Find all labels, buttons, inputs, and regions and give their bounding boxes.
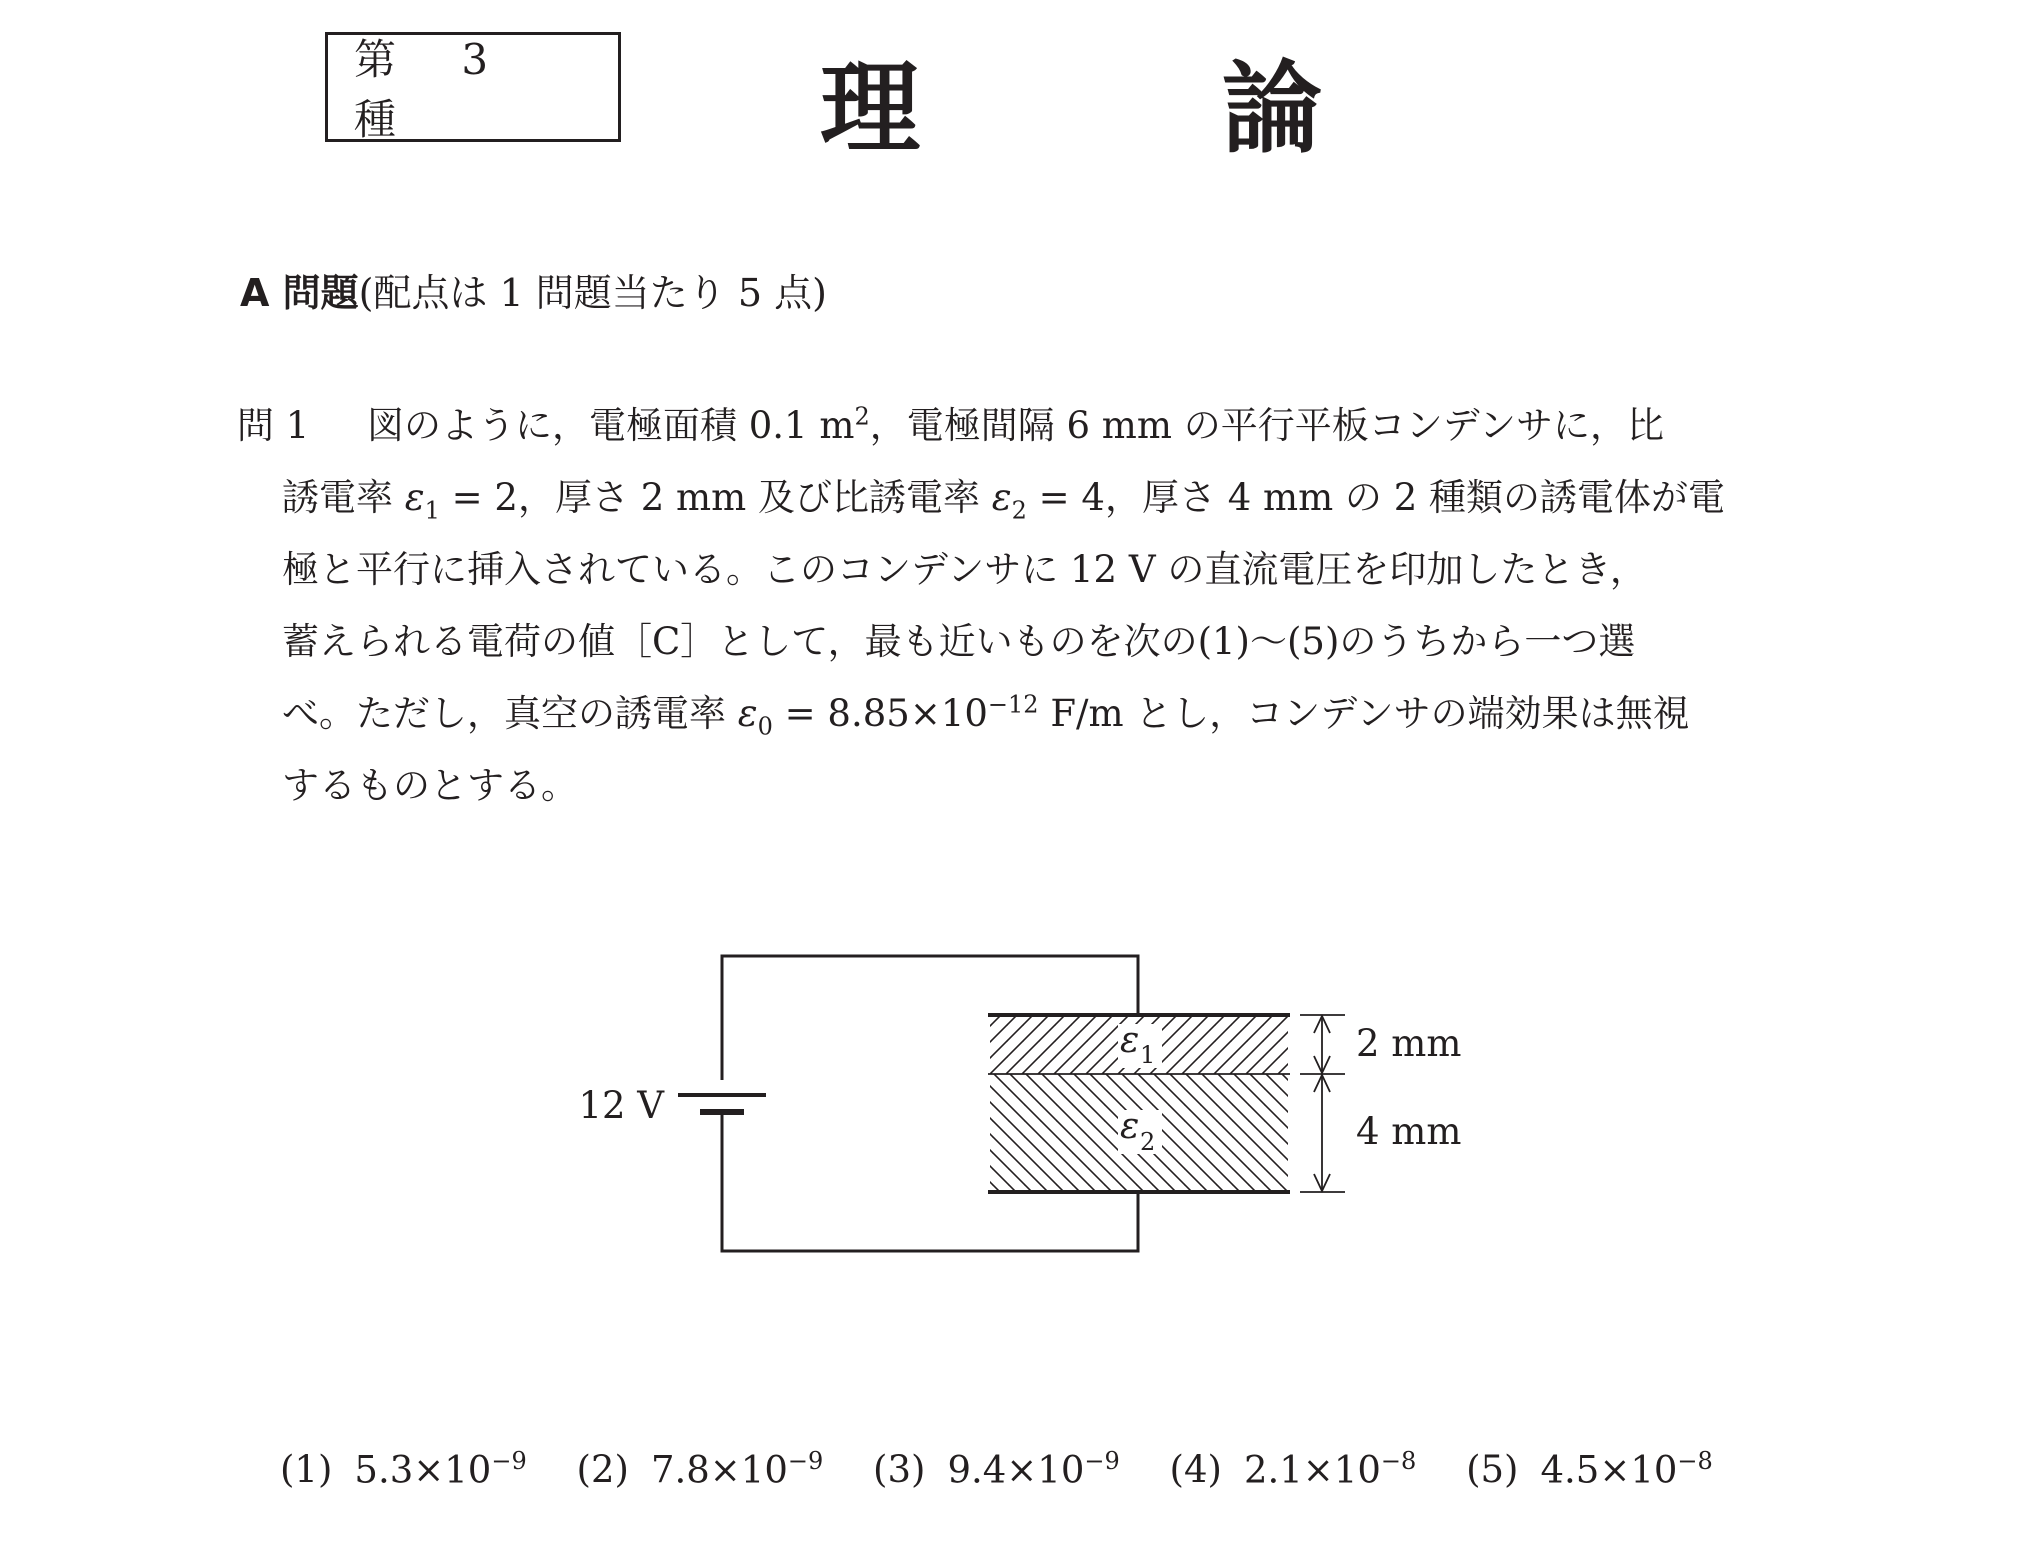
section-note: (配点は 1 問題当たり 5 点) bbox=[358, 271, 827, 315]
subject-char-2: 論 bbox=[1222, 50, 1322, 167]
q1-line1-b: ，電極間隔 6 mm の平行平板コンデンサに，比 bbox=[869, 404, 1664, 447]
q1-line5-b: = 8.85×10 bbox=[772, 692, 988, 735]
eps0-symbol: ε bbox=[737, 692, 758, 735]
choice-1-exp: −9 bbox=[491, 1447, 527, 1475]
choice-3 bbox=[873, 1447, 1120, 1491]
question-line-3: 極と平行に挿入されている。このコンデンサに 12 V の直流電圧を印加したとき， bbox=[282, 548, 1647, 591]
fig-eps2-symbol: ε bbox=[1120, 1106, 1140, 1147]
choice-1-mantissa: 5.3×10 bbox=[354, 1448, 492, 1492]
choice-5-exp: −8 bbox=[1677, 1447, 1713, 1475]
choice-1 bbox=[280, 1447, 527, 1491]
choice-3-exp: −9 bbox=[1084, 1447, 1120, 1475]
choice-4-mantissa: 2.1×10 bbox=[1243, 1448, 1381, 1492]
choice-5-mantissa: 4.5×10 bbox=[1540, 1448, 1678, 1492]
choice-5 bbox=[1466, 1447, 1713, 1491]
dim-label-top: 2 mm bbox=[1356, 1022, 1462, 1065]
q1-line1-a: 図のように，電極面積 0.1 m bbox=[367, 404, 855, 447]
question-line-6: するものとする。 bbox=[282, 764, 578, 807]
dim-label-bottom: 4 mm bbox=[1356, 1110, 1462, 1153]
section-label: A 問題 bbox=[240, 271, 359, 315]
fig-eps1-sub: 1 bbox=[1140, 1041, 1156, 1069]
choice-5-number: (5) bbox=[1466, 1448, 1519, 1492]
choice-2-mantissa: 7.8×10 bbox=[650, 1448, 788, 1492]
q1-line2-a: 誘電率 bbox=[282, 476, 405, 519]
choice-4 bbox=[1170, 1447, 1417, 1491]
fig-eps1-symbol: ε bbox=[1120, 1020, 1140, 1061]
choice-3-number: (3) bbox=[873, 1448, 926, 1492]
choice-4-exp: −8 bbox=[1380, 1447, 1417, 1475]
eps1-sub: 1 bbox=[424, 496, 440, 525]
eps0-sub: 0 bbox=[757, 712, 773, 741]
choice-1-number: (1) bbox=[280, 1448, 333, 1492]
answer-choices bbox=[280, 1447, 1751, 1491]
eps1-symbol: ε bbox=[404, 476, 425, 519]
q1-line5-c: F/m とし，コンデンサの端効果は無視 bbox=[1038, 692, 1690, 735]
fig-eps2-sub: 2 bbox=[1140, 1128, 1156, 1156]
q1-line2-c: = 4，厚さ 4 mm の 2 種類の誘電体が電 bbox=[1026, 476, 1725, 519]
q1-line5-a: べ。ただし，真空の誘電率 bbox=[282, 692, 738, 735]
choice-2-exp: −9 bbox=[787, 1447, 824, 1475]
q1-line5-sup: −12 bbox=[987, 690, 1039, 719]
question-number: 問 1 bbox=[237, 404, 310, 447]
subject-char-1: 理 bbox=[820, 50, 920, 167]
choice-3-mantissa: 9.4×10 bbox=[947, 1448, 1085, 1492]
eps2-symbol: ε bbox=[991, 476, 1012, 519]
voltage-label: 12 V bbox=[578, 1084, 664, 1127]
choice-4-number: (4) bbox=[1169, 1448, 1222, 1492]
q1-line2-b: = 2，厚さ 2 mm 及び比誘電率 bbox=[439, 476, 992, 519]
choice-2 bbox=[577, 1447, 824, 1491]
grade-label: 第 3 種 bbox=[354, 35, 515, 144]
choice-2-number: (2) bbox=[576, 1448, 629, 1492]
q1-line1-sup: 2 bbox=[854, 402, 870, 431]
eps2-sub: 2 bbox=[1011, 496, 1027, 525]
question-line-4: 蓄えられる電荷の値［C］として，最も近いものを次の(1)～(5)のうちから一つ選 bbox=[282, 620, 1636, 663]
